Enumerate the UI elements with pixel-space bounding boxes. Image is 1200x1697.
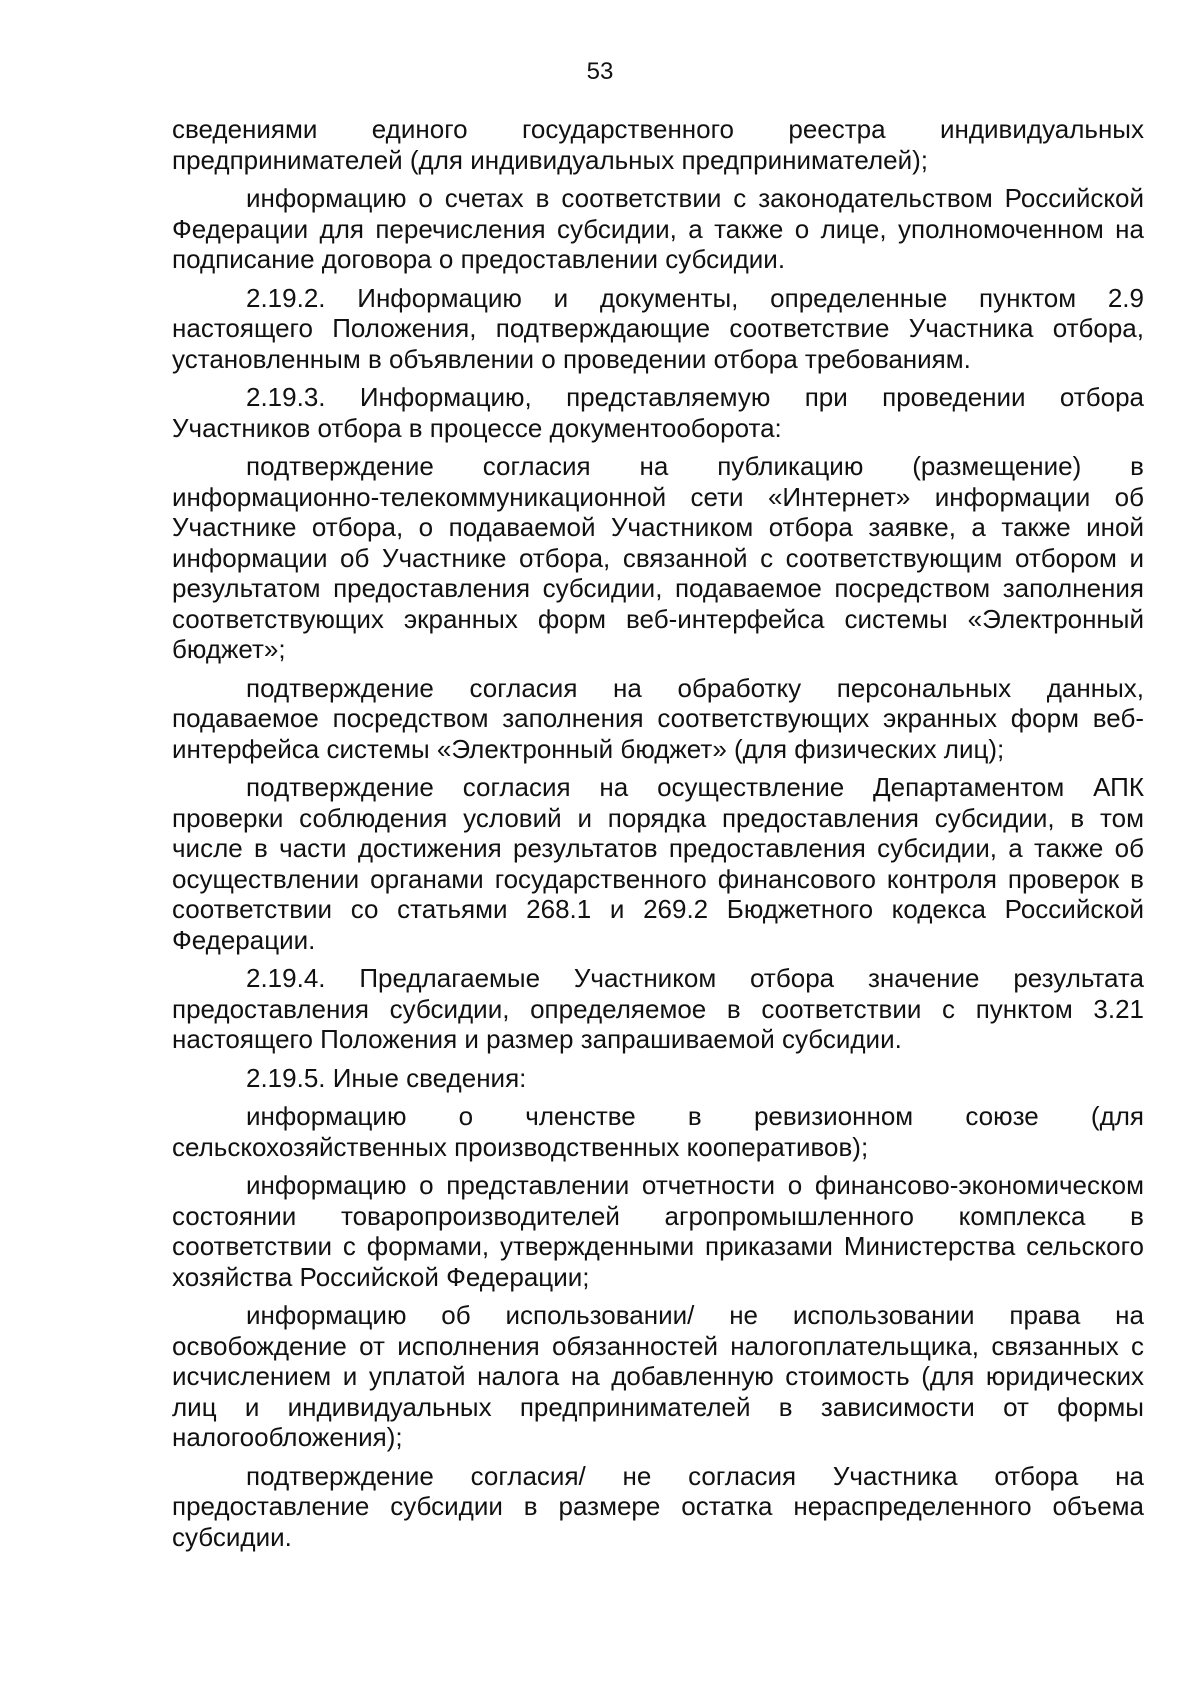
paragraph-reporting: информацию о представлении отчетности о финансово-экономическом состоянии товаропроизводителей агропромышленного комплекса в соответствии с формами, утвержденными приказами Министерства сельского хозяйства Российской Федерации; xyxy=(172,1170,1144,1292)
paragraph-personal-data-consent: подтверждение согласия на обработку персональных данных, подаваемое посредством заполнения соответствующих экранных форм веб-интерфейса системы «Электронный бюджет» (для физических лиц); xyxy=(172,672,1144,764)
paragraph-vat-exemption: информацию об использовании/ не использовании права на освобождение от исполнения обязанностей налогоплательщика, связанных с исчислением и уплатой налога на добавленную стоимость (для юридических лиц и индивидуальных предпринимателей в зависимости от формы налогообложения); xyxy=(172,1300,1144,1452)
paragraph-audit-union: информацию о членстве в ревизионном союзе (для сельскохозяйственных производственных кооперативов); xyxy=(172,1101,1144,1162)
paragraph-inspection-consent: подтверждение согласия на осуществление Департаментом АПК проверки соблюдения условий и порядка предоставления субсидии, в том числе в части достижения результатов предоставления субсидии, а также об осуществлении органами государственного финансового контроля проверок в соответствии со статьями 268.1 и 269.2 Бюджетного кодекса Российской Федерации. xyxy=(172,772,1144,955)
page-number: 53 xyxy=(586,58,614,85)
paragraph-2-19-2: 2.19.2. Информацию и документы, определенные пунктом 2.9 настоящего Положения, подтверждающие соответствие Участника отбора, установленным в объявлении о проведении отбора требованиям. xyxy=(172,282,1144,374)
paragraph-registry-continuation: сведениями единого государственного реестра индивидуальных предпринимателей (для индивидуальных предпринимателей); xyxy=(172,114,1144,175)
paragraph-2-19-3: 2.19.3. Информацию, представляемую при проведении отбора Участников отбора в процессе документооборота: xyxy=(172,382,1144,443)
paragraph-bank-accounts: информацию о счетах в соответствии с законодательством Российской Федерации для перечисления субсидии, а также о лице, уполномоченном на подписание договора о предоставлении субсидии. xyxy=(172,183,1144,274)
paragraph-2-19-5: 2.19.5. Иные сведения: xyxy=(246,1062,527,1093)
document-body xyxy=(172,114,1144,1560)
paragraph-2-19-4: 2.19.4. Предлагаемые Участником отбора значение результата предоставления субсидии, определяемое в соответствии с пунктом 3.21 настоящего Положения и размер запрашиваемой субсидии. xyxy=(172,963,1144,1054)
paragraph-publication-consent: подтверждение согласия на публикацию (размещение) в информационно-телекоммуникационной сети «Интернет» информации об Участнике отбора, о подаваемой Участником отбора заявке, а также иной информации об Участнике отбора, связанной с соответствующим отбором и результатом предоставления субсидии, подаваемое посредством заполнения соответствующих экранных форм веб-интерфейса системы «Электронный бюджет»; xyxy=(172,451,1144,664)
paragraph-remaining-subsidy-consent: подтверждение согласия/ не согласия Участника отбора на предоставление субсидии в размере остатка нераспределенного объема субсидии. xyxy=(172,1460,1144,1552)
